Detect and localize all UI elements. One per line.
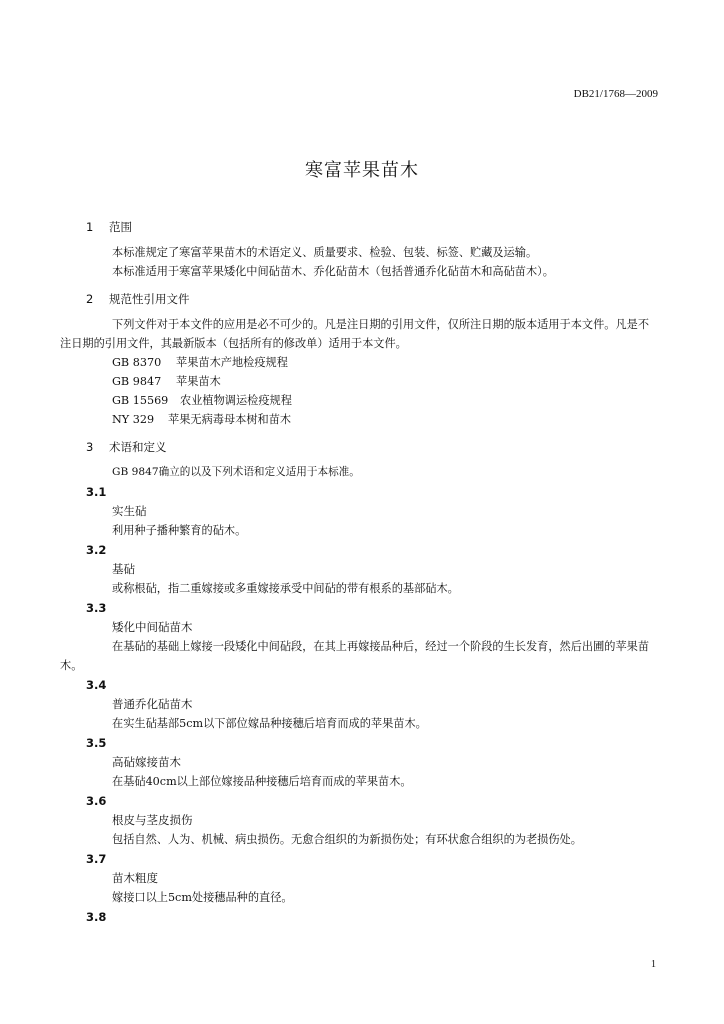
term-number: 3.5 — [86, 736, 107, 750]
document-title: 寒富苹果苗木 — [305, 160, 419, 181]
term-definition: 利用种子播种繁育的砧木。 — [112, 524, 247, 537]
section-title: 规范性引用文件 — [109, 292, 190, 306]
reference-name: 苹果无病毒母本树和苗木 — [168, 413, 292, 426]
reference-name: 苹果苗木产地检疫规程 — [176, 356, 288, 369]
reference-item — [86, 391, 658, 410]
term-number: 3.8 — [86, 910, 107, 924]
section-number: 1 — [86, 220, 94, 234]
paragraph: GB 9847确立的以及下列术语和定义适用于本标准。 — [112, 466, 360, 478]
term-definition: 嫁接口以上5cm处接穗品种的直径。 — [112, 891, 293, 904]
term-number: 3.7 — [86, 852, 107, 866]
term-definition: 包括自然、人为、机械、病虫损伤。无愈合组织的为新损伤处；有环状愈合组织的为老损伤处。 — [112, 833, 582, 846]
reference-item — [86, 410, 658, 429]
reference-name: 苹果苗木 — [176, 375, 221, 388]
term-name: 实生砧 — [112, 504, 147, 518]
paragraph: 本标准规定了寒富苹果苗木的术语定义、质量要求、检验、包装、标签、贮藏及运输。 — [112, 246, 538, 259]
term-definition: 在基砧的基础上嫁接一段矮化中间砧段，在其上再嫁接品种后，经过一个阶段的生长发育，然后出圃的苹果苗木。 — [60, 640, 650, 672]
section-title: 术语和定义 — [109, 440, 167, 454]
section-number: 3 — [86, 440, 94, 454]
section-title: 范围 — [109, 220, 132, 234]
term-definition: 在实生砧基部5cm以下部位嫁品种接穗后培育而成的苹果苗木。 — [112, 717, 427, 730]
term-number: 3.4 — [86, 678, 107, 692]
reference-code: GB 15569 — [112, 394, 169, 407]
reference-code: GB 8370 — [112, 356, 162, 369]
paragraph: 本标准适用于寒富苹果矮化中间砧苗木、乔化砧苗木（包括普通乔化砧苗木和高砧苗木）。 — [112, 265, 554, 278]
term-name: 普通乔化砧苗木 — [112, 697, 193, 711]
reference-item — [86, 353, 658, 372]
term-name: 基砧 — [112, 562, 135, 576]
term-definition: 或称根砧，指二重嫁接或多重嫁接承受中间砧的带有根系的基部砧木。 — [112, 582, 459, 595]
reference-code: GB 9847 — [112, 375, 162, 388]
paragraph: 下列文件对于本文件的应用是必不可少的。凡是注日期的引用文件，仅所注日期的版本适用于本文件。凡是不注日期的引用文件，其最新版本（包括所有的修改单）适用于本文件。 — [60, 318, 650, 350]
term-name: 矮化中间砧苗木 — [112, 620, 193, 634]
term-name: 根皮与茎皮损伤 — [112, 813, 193, 827]
reference-item — [86, 372, 658, 391]
section-heading — [86, 218, 658, 237]
standard-code: DB21/1768—2009 — [573, 88, 658, 100]
reference-name: 农业植物调运检疫规程 — [180, 394, 292, 407]
term-name: 高砧嫁接苗木 — [112, 755, 181, 769]
section-heading — [86, 438, 658, 457]
section-number: 2 — [86, 292, 94, 306]
page-number: 1 — [651, 959, 656, 970]
term-number: 3.1 — [86, 485, 107, 499]
reference-code: NY 329 — [112, 413, 155, 426]
term-number: 3.6 — [86, 794, 107, 808]
section-heading — [86, 290, 658, 309]
document-body — [60, 218, 658, 927]
term-number: 3.2 — [86, 543, 107, 557]
term-number: 3.3 — [86, 601, 107, 615]
term-definition: 在基砧40cm以上部位嫁接品种接穗后培育而成的苹果苗木。 — [112, 775, 412, 788]
term-name: 苗木粗度 — [112, 871, 158, 885]
